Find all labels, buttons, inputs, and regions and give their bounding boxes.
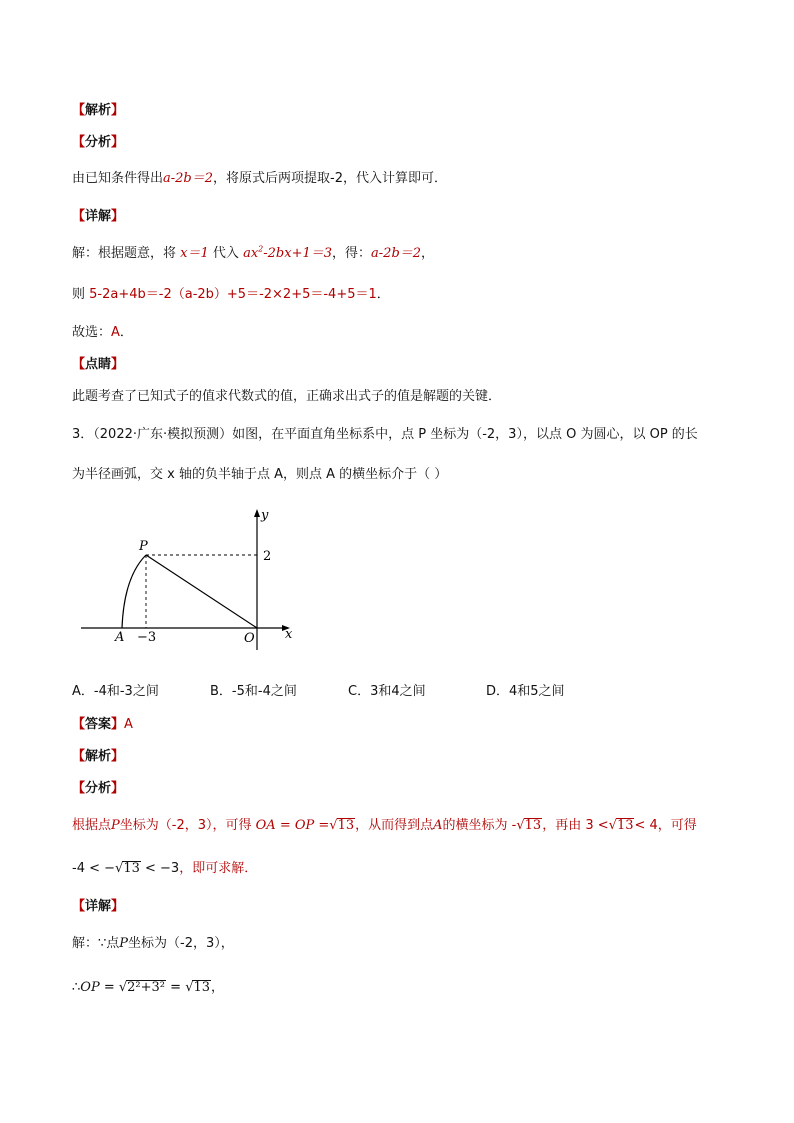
a1-e: ，再由 3 < — [542, 818, 609, 833]
analysis2-line1: 根据点P坐标为（-2，3），可得 OA = OP =√13，从而得到点A的横坐标为 -√13，再由 3 <√13< 4，可得 — [72, 818, 697, 833]
s2-rad: 2²+3² — [127, 980, 166, 995]
segment-op — [146, 555, 257, 628]
a1-text: 根据点 — [72, 818, 112, 833]
question3-line2: 为半径画弧，交 x 轴的负半轴于点 A，则点 A 的横坐标介于（ ） — [72, 467, 448, 482]
choose-prefix: 故选： — [72, 325, 112, 340]
label-x: x — [285, 627, 293, 642]
arc-pa — [122, 555, 146, 628]
label-minus3: −3 — [137, 630, 157, 645]
jiexi2-label: 解析 — [85, 749, 112, 764]
analysis-b: ，将原式后两项提取-2，代入计算即可． — [213, 171, 447, 186]
a1-rad2: 13 — [524, 818, 542, 833]
sol-end: ， — [421, 246, 435, 261]
then-end: ． — [376, 287, 390, 302]
a2-a: -4 < − — [72, 861, 116, 876]
fenxi2-heading: 【分析】 — [72, 781, 125, 796]
a1-rad3: 13 — [616, 818, 634, 833]
choose-line — [72, 324, 133, 342]
dianjing-heading: 【点睛】 — [72, 357, 125, 372]
y-axis-arrow — [254, 509, 260, 517]
question3-line1: 3．（2022·广东·模拟预测）如图，在平面直角坐标系中，点 P 坐标为（-2，3），以点 O 为圆心，以 OP 的长 — [72, 427, 698, 442]
analysis-a: 由已知条件得出 — [72, 171, 164, 186]
fenxi-heading: 【分析】 — [72, 135, 125, 150]
choose-val: A — [111, 325, 120, 340]
jiexi-heading: 【解析】 — [72, 103, 125, 118]
dianjing-label: 点睛 — [85, 357, 112, 372]
s1-a: 解：∵点 — [72, 936, 120, 951]
a1-a: A — [433, 818, 443, 833]
label-a: A — [115, 630, 125, 645]
a1-f: < 4，可得 — [634, 818, 697, 833]
comment-text: 此题考查了已知式子的值求代数式的值，正确求出式子的值是解题的关键． — [72, 389, 502, 404]
fenxi2-label: 分析 — [85, 781, 112, 796]
a1-eq: OA = OP = — [255, 818, 330, 833]
sol-x1: x＝1 — [180, 246, 209, 261]
a2-c: ，即可求解． — [179, 861, 258, 876]
solution2-line2: ∴OP = √2²+3² = √13， — [72, 980, 225, 995]
s2-end: ， — [211, 980, 225, 995]
s2-eq: = — [99, 980, 119, 995]
answer-heading: 【答案】A — [72, 717, 133, 732]
s2-rad2: 13 — [193, 980, 211, 995]
a1-b: 坐标为（-2，3），可得 — [119, 818, 252, 833]
xiangjie-heading: 【详解】 — [72, 209, 125, 224]
a1-rad: 13 — [337, 818, 355, 833]
label-p: P — [139, 539, 148, 554]
sol-expr: $ax^2-2bx+1=3$ — [243, 244, 333, 261]
analysis-text — [72, 170, 447, 188]
sol-res: a-2b＝2 — [371, 246, 422, 261]
choose-end: ． — [119, 325, 133, 340]
s2-a: ∴ — [72, 980, 81, 995]
s2-eq2: = — [166, 980, 186, 995]
label-y: y — [261, 508, 269, 523]
s1-p: P — [119, 936, 129, 951]
a1-c: ，从而得到点 — [355, 818, 434, 833]
then-expr: 5-2a+4b＝-2（a-2b）+5＝-2×2+5＝-4+5＝1 — [89, 287, 377, 302]
sol-expr-a: ax — [243, 246, 259, 261]
a2-rad: 13 — [123, 861, 140, 876]
option-a: A．-4和-3之间 — [72, 684, 159, 699]
option-b: B．-5和-4之间 — [210, 684, 297, 699]
s2-op: OP — [80, 980, 100, 995]
a2-b: < −3 — [140, 861, 180, 876]
answer-value: A — [124, 717, 133, 732]
xiangjie2-heading: 【详解】 — [72, 899, 125, 914]
label-o: O — [244, 631, 255, 646]
jiexi-label: 解析 — [85, 103, 112, 118]
fenxi-label: 分析 — [85, 135, 112, 150]
sol-get: ，得： — [332, 246, 372, 261]
then-line — [72, 286, 390, 304]
s1-b: 坐标为（-2，3）， — [128, 936, 234, 951]
option-c: C．3和4之间 — [348, 684, 426, 699]
analysis2-line2: -4 < −√13 < −3，即可求解． — [72, 861, 258, 876]
analysis-eq: a-2b＝2 — [163, 171, 214, 186]
a1-p: P — [111, 818, 120, 833]
xiangjie2-label: 详解 — [85, 899, 112, 914]
sol-expr-b: -2bx+1＝3 — [263, 246, 333, 261]
xiangjie-label: 详解 — [85, 209, 112, 224]
a1-d: 的横坐标为 - — [442, 818, 517, 833]
sol-prefix: 解：根据题意，将 — [72, 246, 177, 261]
solution-line — [72, 245, 434, 263]
then-prefix: 则 — [72, 287, 86, 302]
coordinate-figure — [78, 505, 303, 655]
sol-mid: 代入 — [212, 246, 239, 261]
answer-label: 答案 — [85, 717, 112, 732]
jiexi2-heading: 【解析】 — [72, 749, 125, 764]
option-d: D．4和5之间 — [486, 684, 565, 699]
solution2-line1 — [72, 935, 234, 953]
label-2: 2 — [263, 549, 272, 564]
